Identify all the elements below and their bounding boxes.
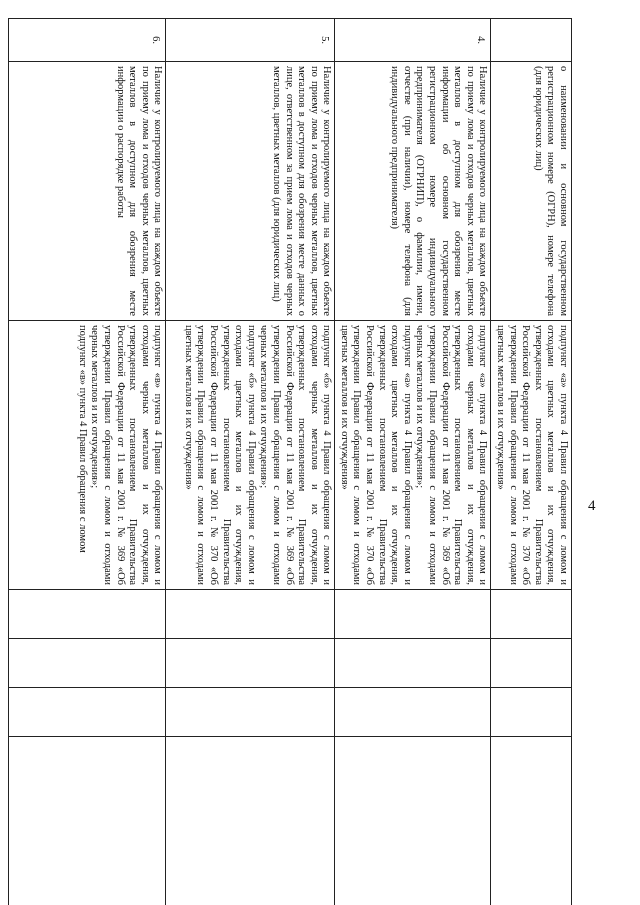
row-number <box>491 19 572 62</box>
answer-cell-no <box>166 639 335 688</box>
legal-basis-paragraph: подпункт «а» пункта 4 Правил обращения с ломом и отходами черных металлов и их отчуждения, утвержденных постановлением Правительства Российской Федерации от 11 мая 2001 г. № 369 «Об утверждении Правил обращения с ломом и отходами черных металлов и их отчуждения»; <box>414 325 489 585</box>
table-row <box>491 19 572 905</box>
legal-basis-cell <box>166 321 335 590</box>
answer-cell-yes <box>166 590 335 639</box>
legal-basis-paragraph: подпункт «а» пункта 4 Правил обращения с ломом и отходами цветных металлов и их отчуждения, утвержденных постановлением Правительства Российской Федерации от 11 мая 2001 г. № 370 «Об утверждении Правил обращения с ломом и отходами цветных металлов и их отчуждения» <box>338 325 413 585</box>
answer-cell-na <box>166 688 335 737</box>
legal-basis-paragraph: подпункт «в» пункта 4 Правил обращения с ломом <box>76 325 88 553</box>
requirement-cell: Наличие у контролируемого лица на каждом объекте по приему лома и отходов черных металлов, цветных металлов в доступном для обозрения месте информации об основном государственном регистрационном номере индивидуального предпринимателя (ОГРНИП), о фамилии, имени, отчестве (при наличии), номере телефона (для индивидуального предпринимателя) <box>335 62 491 321</box>
legal-basis-cell <box>491 321 572 590</box>
answer-cell-yes <box>335 590 491 639</box>
answer-cell-na <box>491 688 572 737</box>
row-number: 6. <box>9 19 166 62</box>
checklist-table <box>8 18 572 905</box>
requirement-cell: Наличие у контролируемого лица на каждом объекте по приему лома и отходов черных металлов, цветных металлов в доступном для обозрения месте данных о лице, ответственном за прием лома и отходов черных металлов, цветных металлов (для юридических лиц) <box>166 62 335 321</box>
note-cell <box>166 737 335 905</box>
row-number: 4. <box>335 19 491 62</box>
note-cell <box>491 737 572 905</box>
table-row <box>9 19 166 905</box>
answer-cell-no <box>491 639 572 688</box>
note-cell <box>335 737 491 905</box>
table-row <box>166 19 335 905</box>
legal-basis-paragraph: подпункт «а» пункта 4 Правил обращения с ломом и отходами цветных металлов и их отчуждения, утвержденных постановлением Правительства Российской Федерации от 11 мая 2001 г. № 370 «Об утверждении Правил обращения с ломом и отходами цветных металлов и их отчуждения» <box>495 325 569 585</box>
page-number: 4 <box>588 498 596 514</box>
legal-basis-cell <box>9 321 166 590</box>
checklist-table-container <box>56 18 572 883</box>
row-number: 5. <box>166 19 335 62</box>
answer-cell-no <box>9 639 166 688</box>
legal-basis-paragraph: подпункт «б» пункта 4 Правил обращения с ломом и отходами цветных металлов и их отчуждения, утвержденных постановлением Правительства Российской Федерации от 11 мая 2001 г. № 370 «Об утверждении Правил обращения с ломом и отходами цветных металлов и их отчуждения» <box>182 325 257 585</box>
legal-basis-paragraph: подпункт «в» пункта 4 Правил обращения с ломом и отходами черных металлов и их отчуждения, утвержденных постановлением Правительства Российской Федерации от 11 мая 2001 г. № 369 «Об утверждении Правил обращения с ломом и отходами черных металлов и их отчуждения»; <box>89 325 164 585</box>
answer-cell-na <box>335 688 491 737</box>
requirement-cell: Наличие у контролируемого лица на каждом объекте по приему лома и отходов черных металлов, цветных металлов в доступном для обозрения месте информации о распорядке работы <box>9 62 166 321</box>
requirement-cell: о наименовании и основном государственном регистрационном номере (ОГРН), номере телефона (для юридических лиц) <box>491 62 572 321</box>
legal-basis-paragraph: подпункт «б» пункта 4 Правил обращения с ломом и отходами черных металлов и их отчуждения, утвержденных постановлением Правительства Российской Федерации от 11 мая 2001 г. № 369 «Об утверждении Правил обращения с ломом и отходами черных металлов и их отчуждения»; <box>258 325 333 585</box>
answer-cell-no <box>335 639 491 688</box>
table-row <box>335 19 491 905</box>
legal-basis-cell <box>335 321 491 590</box>
answer-cell-yes <box>491 590 572 639</box>
note-cell <box>9 737 166 905</box>
answer-cell-yes <box>9 590 166 639</box>
answer-cell-na <box>9 688 166 737</box>
